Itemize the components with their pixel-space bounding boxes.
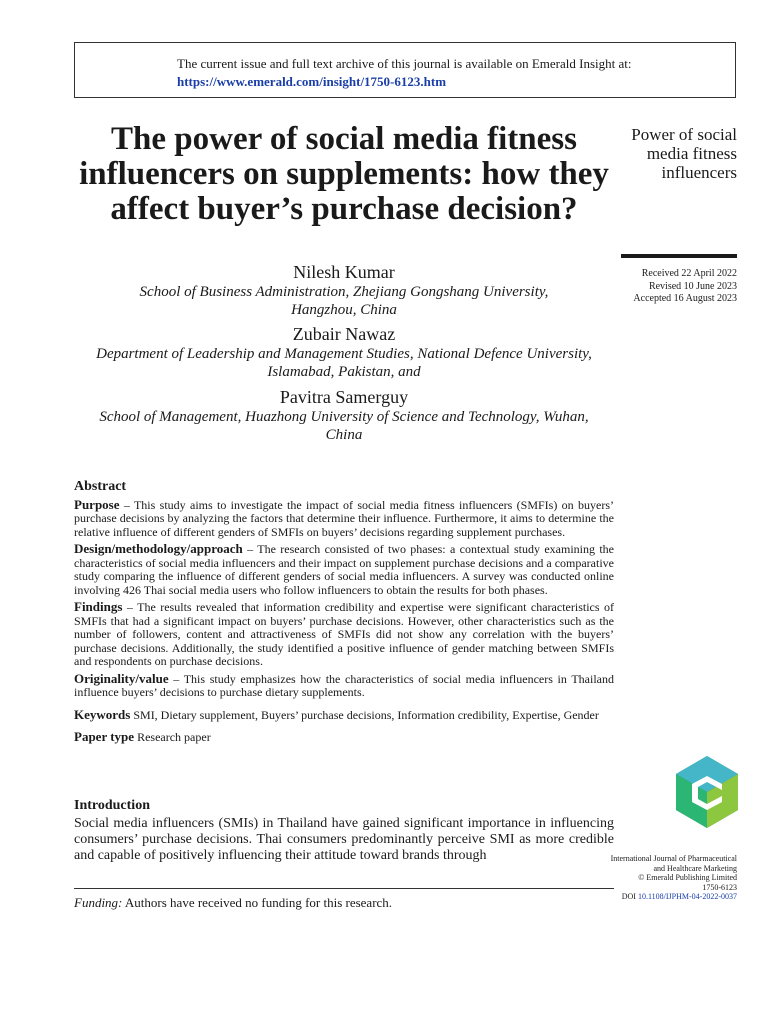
running-head: Power of social media fitness influencers	[631, 125, 737, 182]
author-name: Zubair Nawaz	[292, 324, 396, 344]
abstract-purpose	[74, 498, 614, 540]
abstract-keywords	[74, 708, 614, 723]
funding-footnote	[74, 895, 614, 911]
notice-text: The current issue and full text archive of this journal is available on Emerald Insight at:	[177, 56, 632, 71]
author-block	[74, 387, 614, 444]
author-affiliation: School of Business Administration, Zhejiang Gongshang University, Hangzhou, China	[139, 284, 549, 318]
journal-doi	[607, 892, 737, 902]
journal-publisher: © Emerald Publishing Limited	[638, 873, 737, 882]
journal-archive-notice	[74, 42, 736, 98]
journal-issn: 1750-6123	[702, 882, 737, 892]
author-name: Nilesh Kumar	[293, 262, 395, 282]
funding-text: Authors have received no funding for this research.	[122, 895, 393, 910]
journal-url-link[interactable]: https://www.emerald.com/insight/1750-6123.htm	[177, 74, 447, 89]
design-label: Design/methodology/approach	[74, 541, 243, 556]
journal-name: International Journal of Pharmaceutical and Healthcare Marketing	[610, 854, 737, 873]
introduction-section	[74, 798, 614, 864]
author-block	[74, 324, 614, 381]
findings-text: – The results revealed that information credibility and expertise were significant characteristics of SMFIs that had a significant impact on buyers’ purchase decisions. However, other characteristics such as the number of followers, content and attractiveness of SMFIs did not show any correlation with the buyers’ purchase decisions. Additionally, the study identified a positive influence of gender matching between SMFIs and respondents on purchase decisions.	[74, 600, 614, 668]
purpose-text: – This study aims to investigate the impact of social media fitness influencers (SMFIs) on buyers’ purchase decisions by analyzing the factors that determine their influence. Furthermore, it aims to determine the relative influence of different genders of SMFIs on buyers’ decisions regarding supplement purchases.	[74, 497, 614, 539]
abstract-heading: Abstract	[74, 479, 127, 494]
keywords-text: SMI, Dietary supplement, Buyers’ purchase decisions, Information credibility, Expertise, Gender	[130, 707, 599, 722]
running-head-rule	[621, 254, 737, 258]
footnote-rule	[74, 888, 614, 889]
keywords-label: Keywords	[74, 706, 131, 722]
introduction-heading: Introduction	[74, 798, 150, 813]
author-affiliation: School of Management, Huazhong University of Science and Technology, Wuhan, China	[99, 409, 589, 443]
doi-label: DOI	[621, 892, 636, 901]
abstract-section	[74, 480, 614, 748]
paper-type-text: Research paper	[134, 730, 211, 744]
journal-info	[607, 854, 737, 902]
author-affiliation: Department of Leadership and Management Studies, National Defence University, Islamabad, Pakistan, and	[96, 346, 592, 380]
author-name: Pavitra Samerguy	[279, 387, 409, 407]
paper-type-label: Paper type	[74, 729, 135, 744]
accepted-date: Accepted 16 August 2023	[633, 293, 737, 304]
paper-title: The power of social media fitness influencers on supplements: how they affect buyer’s purchase decision?	[79, 121, 609, 227]
findings-label: Findings	[74, 599, 123, 614]
purpose-label: Purpose	[74, 496, 120, 512]
originality-text: – This study emphasizes how the characteristics of social media influencers in Thailand influence buyers’ decisions to purchase dietary supplements.	[74, 671, 614, 699]
abstract-design	[74, 542, 614, 597]
author-block	[74, 262, 614, 319]
introduction-text: Social media influencers (SMIs) in Thailand have gained significant importance in influencing consumers’ purchase decisions. Thai consumers predominantly perceive SMI as more credible and capable of positively influencing their attitude toward brands through	[74, 816, 614, 863]
originality-label: Originality/value	[74, 670, 169, 686]
revised-date: Revised 10 June 2023	[648, 280, 737, 292]
funding-label: Funding:	[74, 895, 123, 910]
publisher-logo-icon	[676, 756, 738, 828]
received-date: Received 22 April 2022	[641, 268, 737, 279]
abstract-findings	[74, 600, 614, 669]
abstract-paper-type	[74, 730, 614, 745]
doi-link[interactable]: 10.1108/IJPHM-04-2022-0037	[637, 892, 737, 901]
design-text: – The research consisted of two phases: a contextual study examining the characteristics of social media influencers and their impact on supplement purchase decisions and a comparative study comparing the influence of different genders of social media influencers. A survey was conducted online involving 426 Thai social media users who follow influencers to obtain the results for both phases.	[74, 542, 614, 597]
abstract-originality	[74, 672, 614, 700]
